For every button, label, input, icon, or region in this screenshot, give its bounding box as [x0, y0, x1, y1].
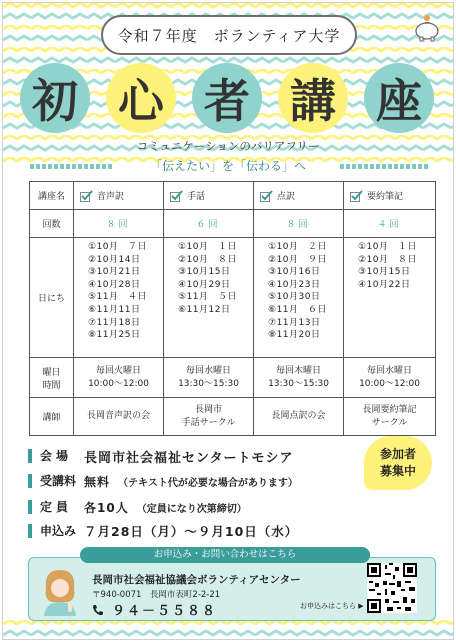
capacity-value: 各10人	[84, 500, 129, 515]
date-item: ②10月14日	[88, 254, 141, 265]
time-range: 10:00～12:00	[359, 378, 420, 389]
date-item: ②10月 ８日	[358, 254, 418, 265]
title-char-5: 座	[364, 63, 434, 133]
course-lecturer	[164, 398, 254, 436]
date-item: ⑥11月12日	[178, 304, 231, 315]
checkmark-icon	[260, 190, 273, 202]
course-lecturer	[254, 398, 344, 436]
course-count: ４回	[344, 210, 436, 238]
date-item: ⑥11月 ６日	[268, 304, 328, 315]
time-row	[30, 358, 436, 398]
time-range: 10:00～12:00	[88, 378, 149, 389]
course-name: 手話	[187, 192, 206, 202]
capacity-note: （定員になり次第締切）	[136, 503, 247, 515]
count-label: 回数	[30, 210, 74, 238]
date-item: ②10月 ９日	[268, 254, 328, 265]
phone-icon	[92, 604, 104, 616]
date-item: ①10月 １日	[178, 242, 238, 252]
lecturer-line2: 手話サークル	[181, 417, 236, 428]
course-dates	[254, 238, 344, 358]
corner-label: 講座名	[30, 182, 74, 210]
date-item: ④10月23日	[268, 279, 321, 290]
course-name: 要約筆記	[367, 192, 404, 202]
weekday: 毎回水曜日	[185, 365, 231, 376]
date-item: ③10月16日	[268, 267, 321, 278]
course-count: ８回	[254, 210, 344, 238]
venue-value: 長岡市社会福祉センタートモシア	[84, 450, 294, 466]
series-label: 令和７年度 ボランティア大学	[101, 15, 357, 55]
qr-code-icon[interactable]	[367, 563, 417, 613]
tagline: 「伝えたい」を「伝わる」へ	[149, 159, 306, 173]
course-name: 点訳	[277, 192, 296, 202]
main-title	[20, 63, 440, 145]
apply-label: 申込み	[28, 524, 84, 538]
fee-note: （テキスト代が必要な場合があります）	[118, 477, 298, 489]
title-char-4: 講	[278, 63, 348, 133]
date-item: ②10月 ８日	[178, 254, 238, 265]
course-count: ６回	[164, 210, 254, 238]
org-address: 〒940-0071 長岡市表町2-2-21	[92, 590, 221, 600]
lecturer-line1: 長岡市	[194, 404, 222, 415]
date-item: ⑧11月25日	[88, 330, 141, 341]
weekday: 毎回木曜日	[275, 365, 321, 376]
course-dates	[344, 238, 436, 358]
course-time	[74, 358, 164, 398]
time-label-line1: 曜日	[42, 367, 61, 378]
title-char-1: 初	[20, 63, 90, 133]
venue-label: 会場	[28, 449, 84, 463]
course-time	[254, 358, 344, 398]
course-header	[344, 182, 436, 210]
piggy-bank-icon	[412, 14, 442, 42]
course-header	[164, 182, 254, 210]
org-name: 長岡市社会福祉協議会ボランティアセンター	[92, 574, 301, 586]
lecturer-row	[30, 398, 436, 436]
date-item: ⑤11月 ５日	[178, 292, 238, 303]
venue-row	[28, 445, 358, 467]
lecturer-line1: 長岡音声訳の会	[86, 411, 150, 421]
date-item: ④10月28日	[88, 279, 141, 290]
course-dates	[164, 238, 254, 358]
badge-line2: 募集中	[379, 464, 416, 478]
weekday: 毎回水曜日	[366, 365, 412, 376]
date-item: ⑧11月20日	[268, 330, 321, 341]
checkmark-icon	[80, 190, 93, 202]
contact-header: お申込み・お問い合わせはこちら	[80, 547, 370, 563]
course-lecturer	[74, 398, 164, 436]
capacity-row	[28, 496, 358, 518]
lecturer-label: 講師	[30, 398, 74, 436]
course-time	[164, 358, 254, 398]
course-time	[344, 358, 436, 398]
schedule-table	[29, 181, 436, 436]
checkmark-icon	[170, 190, 183, 202]
apply-value: ７月28日（月）～９月10日（水）	[84, 524, 299, 539]
date-item: ⑦11月18日	[88, 317, 141, 328]
apply-row	[28, 520, 358, 542]
date-item: ⑦11月13日	[268, 317, 321, 328]
date-item: ④10月29日	[178, 279, 231, 290]
date-item: ①10月 １日	[358, 242, 418, 252]
zigzag-footer	[3, 620, 453, 638]
time-range: 13:30～15:30	[178, 378, 239, 389]
recruiting-badge	[364, 436, 432, 490]
course-lecturer	[344, 398, 436, 436]
fee-row	[28, 470, 358, 492]
date-item: ①10月 ２日	[268, 242, 328, 252]
course-name-row	[30, 182, 436, 210]
course-dates	[74, 238, 164, 358]
date-item: ⑤10月30日	[268, 292, 321, 303]
time-label-line2: 時間	[42, 380, 61, 391]
lecturer-line1: 長岡点訳の会	[271, 411, 326, 421]
badge-line1: 参加者	[379, 447, 416, 461]
date-item: ③10月15日	[178, 267, 231, 278]
course-header	[254, 182, 344, 210]
date-item: ③10月15日	[358, 267, 411, 278]
fee-label: 受講料	[28, 474, 84, 488]
course-header	[74, 182, 164, 210]
date-item: ⑥11月11日	[88, 304, 141, 315]
checkmark-icon	[350, 190, 363, 202]
date-item: ①10月 ７日	[88, 242, 148, 252]
lecturer-line1: 長岡要約筆記	[362, 404, 417, 415]
person-icon	[38, 566, 82, 616]
date-item: ③10月21日	[88, 267, 141, 278]
count-row	[30, 210, 436, 238]
apply-here-label: お申込みはこちら ▶	[300, 602, 364, 610]
phone-row[interactable]	[92, 600, 217, 619]
lecturer-line2: サークル	[371, 417, 408, 428]
time-range: 13:30～15:30	[268, 378, 329, 389]
phone-number: ９４－５５８８	[112, 604, 218, 619]
date-item: ⑤11月 ４日	[88, 292, 148, 303]
date-item: ④10月22日	[358, 279, 411, 290]
time-label	[30, 358, 74, 398]
dates-row	[30, 238, 436, 358]
tagline-deco-right	[340, 164, 430, 169]
capacity-label: 定員	[28, 500, 84, 514]
dates-label: 日にち	[30, 238, 74, 358]
weekday: 毎回火曜日	[95, 365, 141, 376]
title-char-3: 者	[192, 63, 262, 133]
course-name: 音声訳	[97, 192, 125, 202]
course-count: ８回	[74, 210, 164, 238]
subtitle: コミュニケーションのバリアフリー	[136, 139, 320, 153]
title-char-2: 心	[106, 63, 176, 133]
fee-value: 無料	[84, 474, 111, 489]
